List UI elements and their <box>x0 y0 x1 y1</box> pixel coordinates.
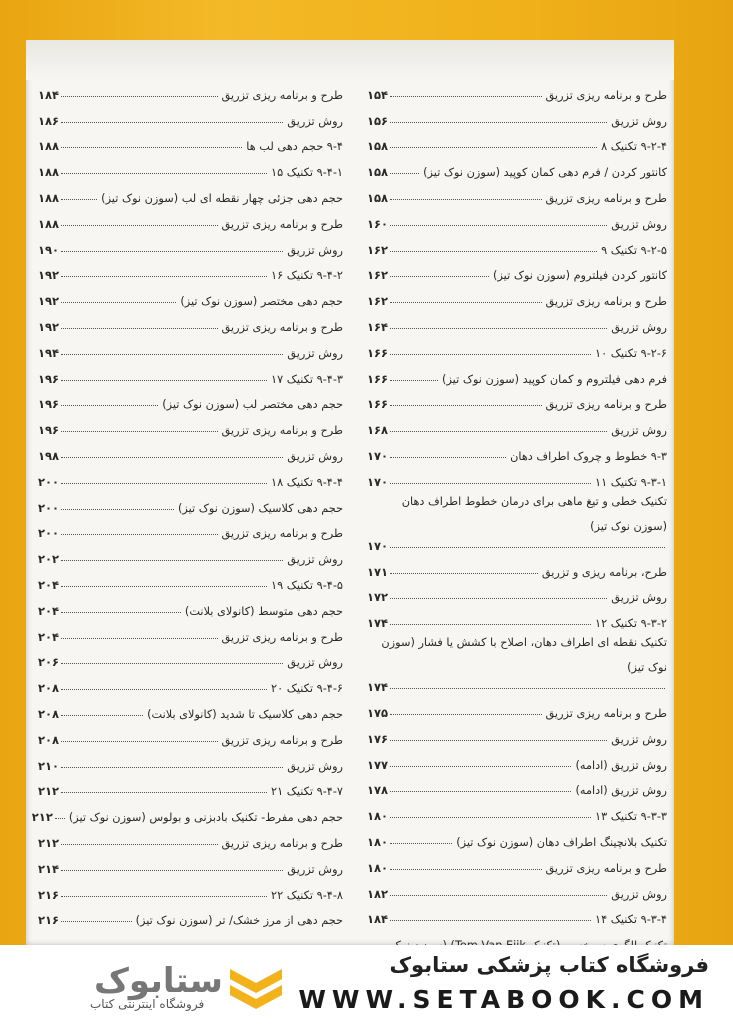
toc-entry-title: روش تزریق <box>287 346 343 360</box>
toc-entry-page: ۱۷۷ <box>367 757 389 772</box>
toc-entry-page: ۲۱۲ <box>38 835 60 850</box>
toc-entry-page: ۱۸۴ <box>367 912 389 927</box>
toc-entry-title: ۹-۳-۲ تکنیک ۱۲ <box>595 617 667 631</box>
toc-entry <box>31 798 343 825</box>
toc-leader-dots <box>390 431 607 432</box>
toc-entry-title: طرح و برنامه ریزی تزریق <box>545 706 667 720</box>
toc-entry <box>38 695 343 721</box>
toc-entry-page: ۱۸۰ <box>367 860 389 875</box>
toc-leader-dots <box>390 791 571 792</box>
toc-leader-dots <box>390 714 541 715</box>
toc-entry-page: ۱۵۸ <box>367 165 389 180</box>
toc-entry-title: حجم دهی مختصر (سوزن نوک تیز) <box>180 295 343 309</box>
toc-entry-page: ۱۸۰ <box>367 809 389 824</box>
toc-entry-title: روش تزریق (ادامه) <box>575 758 667 772</box>
toc-leader-dots <box>61 612 181 613</box>
toc-leader-dots <box>390 199 541 200</box>
toc-entry <box>367 282 667 308</box>
toc-entry-page: ۲۰۸ <box>38 706 60 721</box>
toc-entry-title: کانتور کردن فیلتروم (سوزن نوک تیز) <box>493 269 667 283</box>
toc-entry-page: ۱۵۸ <box>367 190 389 205</box>
store-banner <box>0 945 733 1024</box>
toc-entry-title: طرح و برنامه ریزی تزریق <box>545 398 667 412</box>
toc-leader-dots <box>61 302 176 303</box>
toc-entry-title: روش تزریق <box>611 320 667 334</box>
toc-entry <box>38 540 343 566</box>
toc-entry <box>38 308 343 334</box>
toc-entry-title: روش تزریق <box>287 243 343 257</box>
toc-entry-page: ۱۹۶ <box>38 371 60 386</box>
toc-entry-page: ۲۰۸ <box>38 681 60 696</box>
toc-entry-page: ۱۸۲ <box>367 886 389 901</box>
toc-entry <box>38 850 343 876</box>
toc-leader-dots <box>390 920 591 921</box>
toc-entry-title: کانتور کردن / فرم دهی کمان کوپید (سوزن نوک تیز) <box>423 166 667 180</box>
toc-entry-title: ۹-۳-۳ تکنیک ۱۳ <box>595 810 667 824</box>
toc-leader-dots <box>61 792 267 793</box>
toc-leader-dots <box>61 354 283 355</box>
toc-leader-dots <box>61 509 174 510</box>
toc-entry-page: ۲۰۰ <box>38 526 60 541</box>
toc-leader-dots <box>61 328 217 329</box>
toc-entry-title: ۹-۴ حجم دهی لب ها <box>246 140 343 154</box>
toc-entry-page: ۱۶۶ <box>367 371 389 386</box>
toc-entry-title: طرح و برنامه ریزی تزریق <box>221 88 343 102</box>
store-logo <box>30 959 330 1015</box>
toc-leader-dots <box>61 560 283 561</box>
toc-entry <box>367 102 667 128</box>
store-name: فروشگاه کتاب پزشکی ستابوک <box>389 953 709 977</box>
toc-entry-page: ۱۷۱ <box>367 564 389 579</box>
toc-entry-title: ۹-۲-۴ تکنیک ۸ <box>601 140 667 154</box>
toc-entry <box>367 179 667 205</box>
toc-entry-page: ۱۷۴ <box>367 616 389 631</box>
toc-entry-page: ۱۷۰ <box>367 448 389 463</box>
toc-leader-dots <box>61 689 267 690</box>
toc-leader-dots <box>61 767 283 768</box>
toc-entry <box>38 902 343 928</box>
toc-entry-page: ۱۹۲ <box>38 294 60 309</box>
toc-entry-page: ۱۶۰ <box>367 216 389 231</box>
toc-entry-page: ۱۶۶ <box>367 345 389 360</box>
toc-leader-dots <box>390 122 607 123</box>
toc-leader-dots <box>390 766 571 767</box>
toc-entry-page: ۱۵۶ <box>367 113 389 128</box>
logo-tagline: فروشگاه اینترنتی کتاب <box>90 997 205 1011</box>
toc-leader-dots <box>390 817 591 818</box>
toc-entry-page: ۱۷۸ <box>367 783 389 798</box>
toc-entry-title: روش تزریق <box>287 449 343 463</box>
toc-entry <box>367 630 667 694</box>
toc-entry <box>367 308 667 334</box>
toc-entry-page: ۱۷۵ <box>367 705 389 720</box>
toc-entry <box>38 205 343 231</box>
toc-entry-title: تکنیک نقطه ای اطراف دهان، اصلاح با کشش یا فشار (سوزن نوک تیز) <box>381 636 667 675</box>
toc-entry-page: ۲۰۴ <box>38 577 60 592</box>
toc-entry-page: ۲۰۴ <box>38 603 60 618</box>
book-page <box>26 40 674 945</box>
toc-entry-title: روش تزریق <box>287 553 343 567</box>
toc-entry-page: ۱۷۰ <box>367 474 389 489</box>
toc-entry <box>38 360 343 386</box>
toc-entry <box>367 875 667 901</box>
toc-entry-title: ۹-۳-۱ تکنیک ۱۱ <box>595 475 667 489</box>
toc-left-column <box>31 76 343 928</box>
toc-entry-title: ۹-۴-۴ تکنیک ۱۸ <box>271 475 343 489</box>
toc-leader-dots <box>390 483 591 484</box>
toc-entry-page: ۱۵۴ <box>367 87 389 102</box>
toc-entry-title: ۹-۴-۲ تکنیک ۱۶ <box>271 269 343 283</box>
toc-entry-title: روش تزریق <box>611 424 667 438</box>
toc-entry <box>367 76 667 102</box>
toc-entry-page: ۱۹۲ <box>38 268 60 283</box>
toc-leader-dots <box>55 818 65 819</box>
toc-leader-dots <box>390 147 597 148</box>
toc-leader-dots <box>61 638 217 639</box>
toc-leader-dots <box>61 586 267 587</box>
toc-leader-dots <box>61 199 97 200</box>
toc-entry-page: ۱۶۸ <box>367 423 389 438</box>
toc-entry-title: حجم دهی کلاسیک تا شدید (کانولای بلانت) <box>147 707 343 721</box>
toc-entry-title: ۹-۴-۵ تکنیک ۱۹ <box>271 578 343 592</box>
toc-leader-dots <box>61 225 217 226</box>
toc-leader-dots <box>390 624 591 625</box>
toc-leader-dots <box>61 431 217 432</box>
toc-entry-page: ۲۰۴ <box>38 629 60 644</box>
toc-entry-page: ۱۹۸ <box>38 448 60 463</box>
toc-entry-page: ۲۰۰ <box>38 500 60 515</box>
toc-leader-dots <box>61 715 143 716</box>
toc-entry <box>38 566 343 592</box>
toc-entry <box>38 463 343 489</box>
toc-entry-title: حجم دهی کلاسیک (سوزن نوک تیز) <box>177 501 343 515</box>
toc-entry-title: طرح و برنامه ریزی تزریق <box>221 630 343 644</box>
toc-entry <box>38 386 343 412</box>
toc-entry-page: ۱۹۲ <box>38 319 60 334</box>
toc-entry <box>367 604 667 630</box>
toc-entry-page: ۱۸۴ <box>38 87 60 102</box>
toc-entry <box>38 669 343 695</box>
toc-leader-dots <box>390 895 607 896</box>
toc-entry-title: طرح و برنامه ریزی تزریق <box>221 424 343 438</box>
toc-entry-title: طرح و برنامه ریزی تزریق <box>221 217 343 231</box>
toc-leader-dots <box>61 173 267 174</box>
toc-entry-page: ۲۰۲ <box>38 552 60 567</box>
toc-entry <box>38 128 343 154</box>
toc-entry <box>38 773 343 799</box>
toc-entry <box>38 592 343 618</box>
toc-entry-title: روش تزریق <box>287 656 343 670</box>
toc-leader-dots <box>390 251 597 252</box>
toc-entry <box>367 411 667 437</box>
toc-entry-page: ۱۹۶ <box>38 423 60 438</box>
toc-entry-page: ۱۸۸ <box>38 139 60 154</box>
toc-entry-title: ۹-۴-۷ تکنیک ۲۱ <box>271 785 343 799</box>
toc-entry <box>367 694 667 720</box>
toc-entry-page: ۱۷۶ <box>367 731 389 746</box>
toc-entry <box>38 282 343 308</box>
toc-entry-page: ۲۱۶ <box>38 887 60 902</box>
toc-entry-title: روش تزریق <box>611 887 667 901</box>
toc-leader-dots <box>61 147 242 148</box>
toc-entry <box>367 437 667 463</box>
store-url[interactable]: WWW.SETABOOK.COM <box>298 985 709 1014</box>
toc-leader-dots <box>390 380 438 381</box>
toc-entry-page: ۱۸۸ <box>38 165 60 180</box>
toc-entry-title: روش تزریق <box>611 114 667 128</box>
toc-entry <box>367 720 667 746</box>
toc-entry-title: حجم دهی جزئی چهار نقطه ای لب (سوزن نوک تیز) <box>101 191 343 205</box>
toc-leader-dots <box>61 844 217 845</box>
logo-wordmark: ستابوک <box>94 961 223 1001</box>
toc-leader-dots <box>61 380 267 381</box>
toc-leader-dots <box>390 173 419 174</box>
toc-entry-page: ۲۱۲ <box>38 784 60 799</box>
toc-leader-dots <box>61 896 267 897</box>
toc-entry <box>38 334 343 360</box>
toc-leader-dots <box>390 843 452 844</box>
toc-entry <box>367 231 667 257</box>
toc-leader-dots <box>61 96 217 97</box>
toc-entry-page: ۲۱۰ <box>38 758 60 773</box>
toc-entry <box>367 849 667 875</box>
toc-entry <box>38 644 343 670</box>
toc-entry-title: طرح و برنامه ریزی تزریق <box>221 527 343 541</box>
toc-entry <box>367 128 667 154</box>
toc-entry-title: حجم دهی از مرز خشک/ تر (سوزن نوک تیز) <box>135 914 343 928</box>
toc-leader-dots <box>61 534 217 535</box>
toc-leader-dots <box>390 225 607 226</box>
toc-entry-title: تکنیک خطی و تیغ ماهی برای درمان خطوط اطراف دهان (سوزن نوک تیز) <box>401 494 667 533</box>
toc-entry-title: طرح و برنامه ریزی تزریق <box>545 191 667 205</box>
toc-leader-dots <box>390 547 665 548</box>
toc-entry-page: ۱۸۸ <box>38 216 60 231</box>
toc-entry-title: طرح و برنامه ریزی تزریق <box>221 733 343 747</box>
toc-leader-dots <box>61 663 283 664</box>
toc-entry-title: ۹-۴-۱ تکنیک ۱۵ <box>271 166 343 180</box>
toc-entry <box>38 179 343 205</box>
toc-entry-page: ۲۰۸ <box>38 732 60 747</box>
toc-entry <box>367 901 667 927</box>
toc-entry-page: ۲۰۶ <box>38 655 60 670</box>
toc-leader-dots <box>390 276 489 277</box>
toc-right-column <box>367 76 667 952</box>
toc-leader-dots <box>390 302 541 303</box>
toc-entry <box>38 76 343 102</box>
toc-entry-title: فرم دهی فیلتروم و کمان کوپید (سوزن نوک تیز) <box>442 372 667 386</box>
toc-entry-page: ۲۰۰ <box>38 474 60 489</box>
toc-entry <box>38 153 343 179</box>
toc-entry <box>367 746 667 772</box>
toc-entry <box>367 772 667 798</box>
toc-entry-title: طرح و برنامه ریزی تزریق <box>221 836 343 850</box>
toc-entry-page: ۱۷۴ <box>367 680 389 695</box>
toc-entry <box>38 489 343 515</box>
toc-entry-title: طرح و برنامه ریزی تزریق <box>545 861 667 875</box>
toc-entry <box>38 257 343 283</box>
toc-entry <box>367 463 667 489</box>
toc-entry-title: روش تزریق <box>287 114 343 128</box>
toc-entry <box>38 747 343 773</box>
toc-entry-page: ۲۱۴ <box>38 861 60 876</box>
toc-entry-page: ۱۸۰ <box>367 834 389 849</box>
toc-entry-title: روش تزریق (ادامه) <box>575 784 667 798</box>
toc-entry <box>367 386 667 412</box>
toc-entry <box>38 721 343 747</box>
toc-entry <box>38 618 343 644</box>
toc-leader-dots <box>61 122 283 123</box>
toc-leader-dots <box>390 573 538 574</box>
toc-entry <box>367 334 667 360</box>
toc-entry-title: ۹-۲-۵ تکنیک ۹ <box>601 243 667 257</box>
toc-entry-page: ۱۸۸ <box>38 190 60 205</box>
toc-entry <box>38 515 343 541</box>
toc-entry-page: ۱۶۴ <box>367 319 389 334</box>
toc-entry <box>38 437 343 463</box>
toc-entry <box>367 489 667 553</box>
toc-entry <box>38 824 343 850</box>
toc-entry <box>38 231 343 257</box>
toc-entry-title: طرح و برنامه ریزی تزریق <box>545 88 667 102</box>
toc-entry-title: حجم دهی مختصر لب (سوزن نوک تیز) <box>162 398 343 412</box>
toc-entry-title: تکنیک بلانچینگ اطراف دهان (سوزن نوک تیز) <box>456 835 667 849</box>
toc-leader-dots <box>61 741 217 742</box>
toc-entry <box>367 205 667 231</box>
toc-entry-title: ۹-۴-۸ تکنیک ۲۲ <box>271 888 343 902</box>
toc-entry-title: روش تزریق <box>611 591 667 605</box>
toc-entry-title: ۹-۴-۶ تکنیک ۲۰ <box>271 682 343 696</box>
toc-entry-title: حجم دهی مفرط- تکنیک بادبزنی و بولوس (سوزن نوک تیز) <box>68 811 343 825</box>
toc-entry-title: روش تزریق <box>611 732 667 746</box>
toc-entry-page: ۱۶۲ <box>367 294 389 309</box>
chevron-logo-icon <box>226 963 286 1011</box>
toc-leader-dots <box>390 740 607 741</box>
toc-entry <box>367 553 667 579</box>
toc-leader-dots <box>390 354 591 355</box>
toc-entry-title: ۹-۲-۶ تکنیک ۱۰ <box>595 346 667 360</box>
toc-entry-title: ۹-۳ خطوط و چروک اطراف دهان <box>510 449 667 463</box>
toc-entry <box>38 102 343 128</box>
toc-leader-dots <box>390 598 607 599</box>
toc-entry-title: طرح و برنامه ریزی تزریق <box>221 320 343 334</box>
toc-entry-page: ۲۱۲ <box>31 810 53 825</box>
toc-leader-dots <box>61 483 267 484</box>
toc-entry <box>38 876 343 902</box>
toc-entry-page: ۱۷۲ <box>367 590 389 605</box>
toc-entry-title: روش تزریق <box>287 759 343 773</box>
toc-leader-dots <box>61 405 158 406</box>
toc-leader-dots <box>61 870 283 871</box>
toc-leader-dots <box>390 869 541 870</box>
toc-entry-page: ۱۹۴ <box>38 345 60 360</box>
toc-entry <box>367 257 667 283</box>
toc-entry <box>367 797 667 823</box>
toc-leader-dots <box>390 96 541 97</box>
toc-entry-page: ۱۹۰ <box>38 242 60 257</box>
toc-leader-dots <box>390 405 541 406</box>
toc-entry <box>367 360 667 386</box>
toc-entry-page: ۲۱۶ <box>38 913 60 928</box>
toc-entry-title: طرح، برنامه ریزی و تزریق <box>541 565 667 579</box>
toc-entry <box>367 823 667 849</box>
toc-entry-title: روش تزریق <box>287 862 343 876</box>
toc-leader-dots <box>390 328 607 329</box>
toc-entry-title: طرح و برنامه ریزی تزریق <box>545 295 667 309</box>
toc-entry-page: ۱۵۸ <box>367 139 389 154</box>
toc-entry-page: ۱۸۶ <box>38 113 60 128</box>
toc-entry-title: روش تزریق <box>611 217 667 231</box>
toc-leader-dots <box>61 251 283 252</box>
toc-entry-page: ۱۷۰ <box>367 538 389 553</box>
toc-entry-title: ۹-۴-۳ تکنیک ۱۷ <box>271 372 343 386</box>
toc-entry <box>38 411 343 437</box>
toc-leader-dots <box>390 688 665 689</box>
toc-entry-page: ۱۶۲ <box>367 242 389 257</box>
toc-leader-dots <box>61 276 267 277</box>
toc-leader-dots <box>390 457 506 458</box>
toc-entry-title: حجم دهی متوسط (کانولای بلانت) <box>184 604 343 618</box>
toc-leader-dots <box>61 921 132 922</box>
toc-leader-dots <box>61 457 283 458</box>
toc-entry-page: ۱۶۲ <box>367 268 389 283</box>
toc-entry-page: ۱۶۶ <box>367 397 389 412</box>
toc-entry <box>367 579 667 605</box>
toc-entry-title: ۹-۳-۴ تکنیک ۱۴ <box>595 913 667 927</box>
toc-entry-page: ۱۹۶ <box>38 397 60 412</box>
toc-entry <box>367 153 667 179</box>
